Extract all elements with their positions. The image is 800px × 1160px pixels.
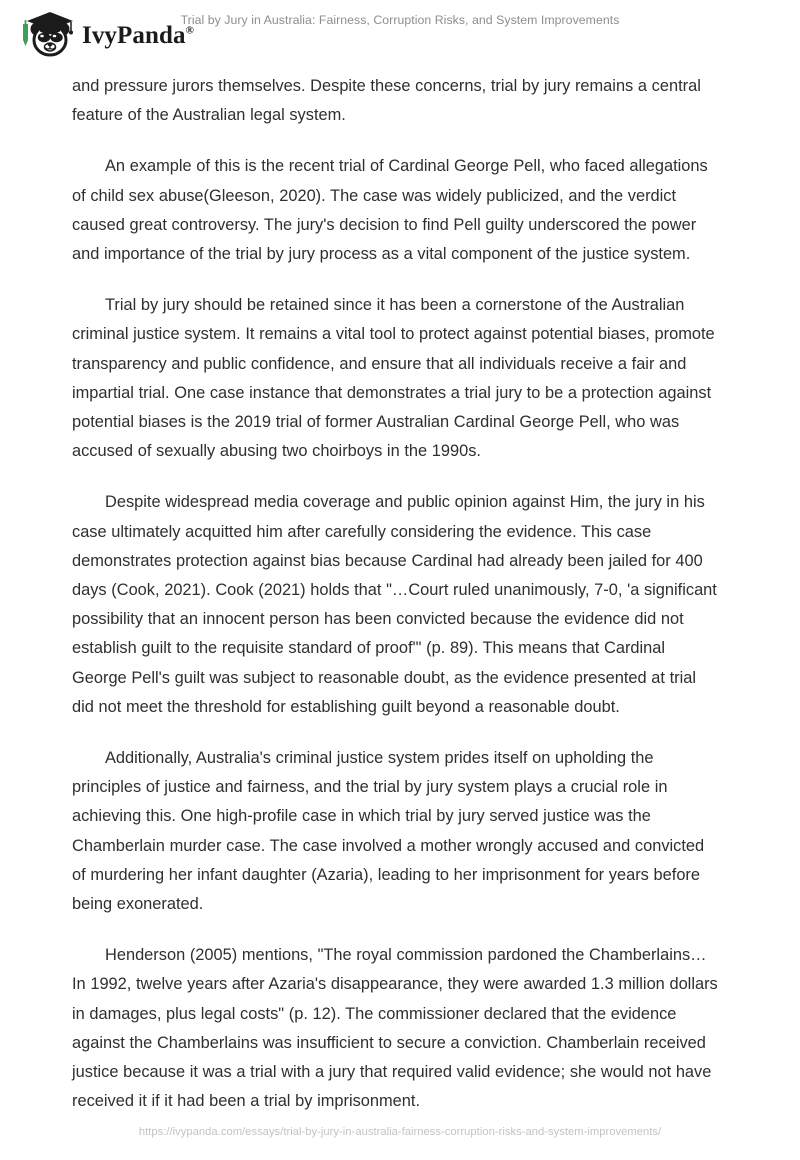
- paragraph: Despite widespread media coverage and public opinion against Him, the jury in his case ultimately acquitted him after carefully considering the evidence. This case demonstrates protection against bias because Cardinal had already been jailed for 400 days (Cook, 2021). Cook (2021) holds that "…Court ruled unanimously, 7-0, 'a significant possibility that an innocent person has been convicted because the evidence did not establish guilt to the requisite standard of proof'" (p. 89). This means that Cardinal George Pell's guilt was subject to reasonable doubt, as the evidence presented at trial did not meet the threshold for establishing guilt beyond a reasonable doubt.: [72, 493, 717, 716]
- paragraph: Henderson (2005) mentions, "The royal commission pardoned the Chamberlains… In 1992, twelve years after Azaria's disappearance, they were awarded 1.3 million dollars in damages, plus legal costs" (p. 12). The commissioner declared that the evidence against the Chamberlains was insufficient to secure a conviction. Chamberlain received justice because it was a trial with a jury that required valid evidence; she would not have received it if it had been a trial by imprisonment.: [72, 946, 718, 1111]
- paragraph: Trial by jury should be retained since it has been a cornerstone of the Australian criminal justice system. It remains a vital tool to protect against potential biases, promote transparency and public confidence, and ensure that all individuals receive a fair and impartial trial. One case instance that demonstrates a trial jury to be a protection against potential biases is the 2019 trial of former Australian Cardinal George Pell, who was accused of sexually abusing two choirboys in the 1990s.: [72, 296, 715, 461]
- document-header-title: Trial by Jury in Australia: Fairness, Corruption Risks, and System Improvements: [180, 13, 620, 27]
- paragraph: Additionally, Australia's criminal justice system prides itself on upholding the principles of justice and fairness, and the trial by jury system plays a crucial role in achieving this. One high-profile case in which trial by jury served justice was the Chamberlain murder case. The case involved a mother wrongly accused and convicted of murdering her infant daughter (Azaria), leading to her imprisonment for years before being exonerated.: [72, 749, 705, 914]
- page-header: [0, 0, 800, 68]
- paragraph: An example of this is the recent trial of Cardinal George Pell, who faced allegations of child sex abuse(Gleeson, 2020). The case was widely publicized, and the verdict caused great controversy. The jury's decision to find Pell guilty underscored the power and importance of the trial by jury process as a vital component of the justice system.: [72, 157, 708, 264]
- brand-name-text: IvyPanda: [82, 21, 186, 49]
- source-url-link[interactable]: https://ivypanda.com/essays/trial-by-jury-in-australia-fairness-corruption-risks-and-system-improvements/: [138, 1126, 662, 1138]
- document-body: [72, 72, 722, 1139]
- page-footer: [0, 1120, 800, 1160]
- registered-trademark-icon: ®: [185, 24, 194, 37]
- paragraph: and pressure jurors themselves. Despite these concerns, trial by jury remains a central feature of the Australian legal system.: [72, 77, 701, 125]
